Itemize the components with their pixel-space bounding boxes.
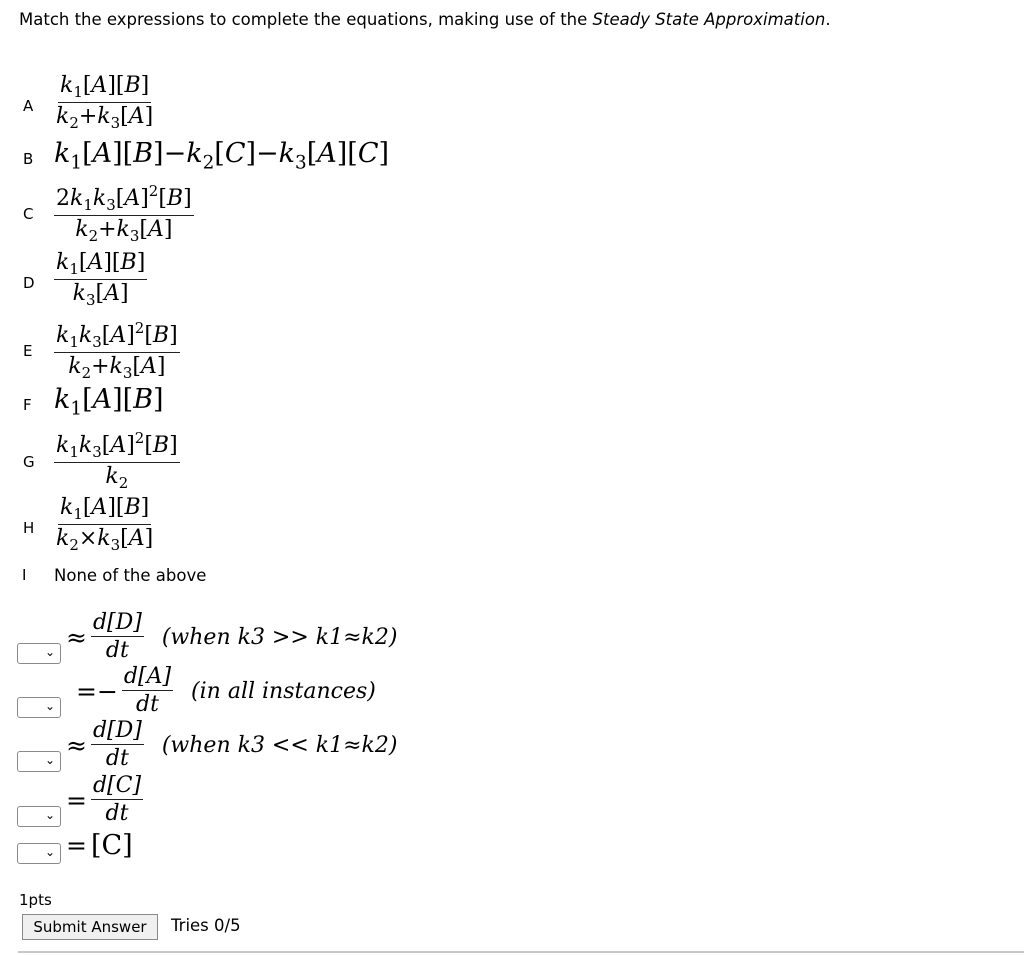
equation-1-condition: (when k3 >> k1≈k2) xyxy=(161,624,398,650)
answer-select-4[interactable] xyxy=(17,806,61,827)
chevron-down-icon: ⌄ xyxy=(44,753,55,767)
option-c-expression: $\frac{2k_1k_3[A]^2[B]}{k_2+k_3[A]}$ xyxy=(56,182,192,245)
option-letter-e: E xyxy=(23,342,33,360)
option-letter-c: C xyxy=(23,205,34,223)
answer-select-5[interactable] xyxy=(17,843,61,864)
option-e-expression: $\frac{k_1k_3[A]^2[B]}{k_2+k_3[A]}$ xyxy=(56,319,178,382)
submit-answer-button[interactable]: Submit Answer xyxy=(22,914,158,940)
equation-2: =− $\frac{d[A]}{dt}$ (in all instances) xyxy=(76,664,376,718)
chevron-down-icon: ⌄ xyxy=(44,808,55,822)
chevron-down-icon: ⌄ xyxy=(44,699,55,713)
answer-select-2[interactable] xyxy=(17,697,61,718)
chevron-down-icon: ⌄ xyxy=(44,845,55,859)
equation-4: = $\frac{d[C]}{dt}$ xyxy=(66,773,142,827)
divider xyxy=(18,951,1024,953)
equation-3-condition: (when k3 << k1≈k2) xyxy=(161,732,398,758)
equation-2-condition: (in all instances) xyxy=(191,678,376,704)
option-h-expression: $\frac{k_1[A][B]}{k_2\times k_3[A]}$ xyxy=(56,495,154,554)
answer-select-1[interactable] xyxy=(17,643,61,664)
option-d-expression: $\frac{k_1[A][B]}{k_3[A]}$ xyxy=(56,250,146,309)
equation-3: ≈ $\frac{d[D]}{dt}$ (when k3 << k1≈k2) xyxy=(66,718,398,772)
option-a-expression: $\frac{k_1[A][B]}{k_2+k_3[A]}$ xyxy=(56,73,154,132)
answer-select-3[interactable] xyxy=(17,751,61,772)
option-letter-f: F xyxy=(23,396,32,414)
option-i-text: None of the above xyxy=(54,566,207,585)
option-letter-d: D xyxy=(23,274,35,292)
question-instructions: Match the expressions to complete the equations, making use of the Steady State Approximation. xyxy=(19,10,831,29)
option-letter-h: H xyxy=(23,519,35,537)
points-label: 1pts xyxy=(19,891,52,909)
tries-counter: Tries 0/5 xyxy=(171,916,241,935)
option-letter-g: G xyxy=(23,453,35,471)
equation-5: = [C] xyxy=(66,830,133,861)
option-g-expression: $\frac{k_1k_3[A]^2[B]}{k_2}$ xyxy=(56,429,178,492)
option-b-expression: $k_1[A][B]-k_2[C]-k_3[A][C]$ xyxy=(54,138,390,174)
option-letter-a: A xyxy=(23,97,34,115)
option-f-expression: $k_1[A][B]$ xyxy=(54,384,164,420)
steady-state-emphasis: Steady State Approximation xyxy=(592,10,826,29)
equation-1: ≈ $\frac{d[D]}{dt}$ (when k3 >> k1≈k2) xyxy=(66,610,398,664)
chevron-down-icon: ⌄ xyxy=(44,645,55,659)
option-letter-b: B xyxy=(23,150,34,168)
option-letter-i: I xyxy=(22,566,27,584)
